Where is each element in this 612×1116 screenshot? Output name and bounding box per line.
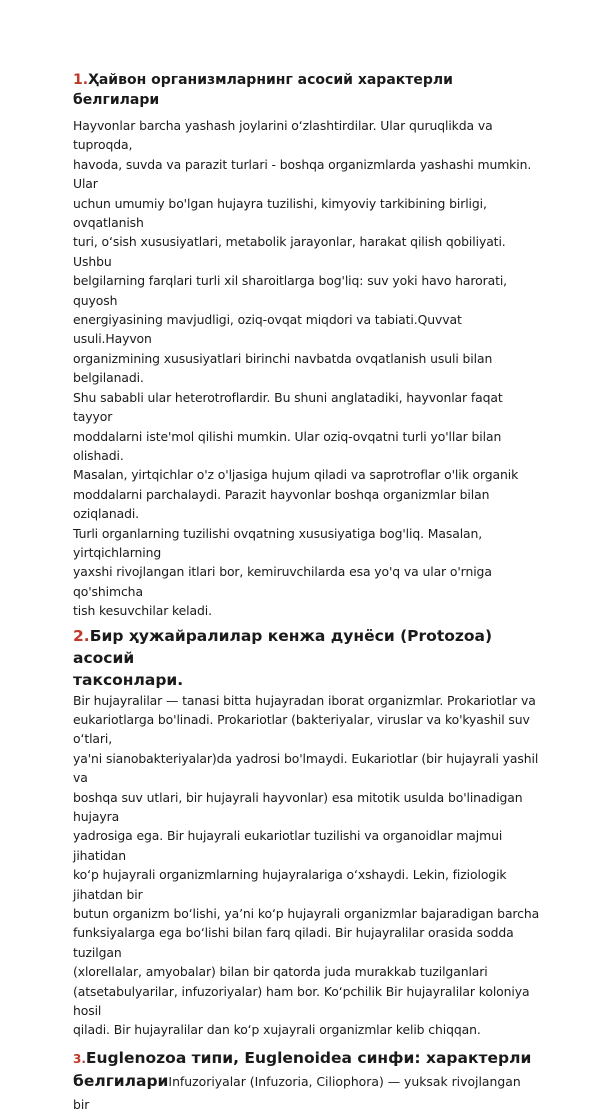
section-1-body bbox=[73, 116, 540, 621]
body-line: Turli organlarning tuzilishi ovqatning xususiyatiga bog'liq. Masalan, yirtqichlarning bbox=[73, 525, 483, 560]
section-1-heading bbox=[73, 70, 540, 110]
body-line: Masalan, yirtqichlar o'z o'ljasiga hujum qiladi va saprotroflar o'lik organik bbox=[73, 467, 519, 483]
body-line: Hayvonlar barcha yashash joylarini o‘zlashtirdilar. Ular quruqlikda va tuproqda, bbox=[73, 118, 493, 153]
section-3-heading bbox=[73, 1047, 540, 1116]
body-line: boshqa suv utlari, bir hujayrali hayvonlar) esa mitotik usulda bo'linadigan hujayra bbox=[73, 789, 523, 824]
section-3-title-line: Euglenozoa типи, Euglenoidea синфи: характерли bbox=[85, 1048, 532, 1067]
body-line: funksiyalarga ega boʻlishi bilan farq qiladi. Bir hujayralilar orasida sodda tuzilgan bbox=[73, 925, 514, 960]
section-3-inline-text: Infuzoriyalar (Infuzoria, Ciliophora) — yuksak rivojlangan bir bbox=[73, 1073, 521, 1112]
section-1-title: Ҳайвон организмларнинг асосий характерли белгилари bbox=[73, 72, 453, 108]
body-line: butun organizm boʻlishi, yaʼni koʻp hujayrali organizmlar bajaradigan barcha bbox=[73, 906, 540, 922]
body-line: ya'ni sianobakteriyalar)da yadrosi bo'lmaydi. Eukariotlar (bir hujayrali yashil va bbox=[73, 750, 539, 786]
section-2-heading bbox=[73, 625, 540, 691]
body-line: belgilarning farqlari turli xil sharoitlarga bog'liq: suv yoki havo harorati, quyosh bbox=[73, 273, 508, 308]
section-3-title-line: белгилари bbox=[73, 1071, 169, 1090]
body-line: tish kesuvchilar keladi. bbox=[73, 603, 212, 619]
body-line: qiladi. Bir hujayralilar dan koʻp xujayrali organizmlar kelib chiqqan. bbox=[73, 1022, 481, 1038]
section-1-number: 1. bbox=[73, 72, 89, 88]
body-line: energiyasining mavjudligi, oziq-ovqat miqdori va tabiati.Quvvat usuli.Hayvon bbox=[73, 312, 462, 347]
body-line: Shu sababli ular heterotroflardir. Bu shuni anglatadiki, hayvonlar faqat tayyor bbox=[73, 389, 503, 425]
section-2-body bbox=[73, 691, 540, 1040]
body-line: yadrosiga ega. Bir hujayrali eukariotlar tuzilishi va organoidlar majmui jihatidan bbox=[73, 828, 503, 863]
body-line: turi, o‘sish xususiyatlari, metabolik jarayonlar, harakat qilish qobiliyati. Ushbu bbox=[73, 234, 506, 269]
body-line: (atsetabulyarilar, infuzoriyalar) ham bor. Koʻpchilik Bir hujayralilar koloniya hosil bbox=[73, 983, 530, 1019]
section-2-title-line: Бир ҳужайралилар кенжа дунёси (Protozoa) асосий bbox=[73, 626, 493, 667]
body-line: (xlorellalar, amyobalar) bilan bir qatorda juda murakkab tuzilganlari bbox=[73, 964, 488, 980]
section-3-number: 3. bbox=[73, 1051, 86, 1066]
body-line: moddalarni parchalaydi. Parazit hayvonlar boshqa organizmlar bilan oziqlanadi. bbox=[73, 486, 490, 522]
section-2-title-line: таксонлари. bbox=[73, 670, 184, 689]
body-line: moddalarni iste'mol qilishi mumkin. Ular oziq-ovqatni turli yo'llar bilan olishadi. bbox=[73, 428, 502, 463]
body-line: havoda, suvda va parazit turlari - boshqa organizmlarda yashashi mumkin. Ular bbox=[73, 156, 532, 192]
body-line: koʻp hujayrali organizmlarning hujayralariga oʻxshaydi. Lekin, fiziologik jihatdan bir bbox=[73, 867, 507, 902]
body-line: Bir hujayralilar — tanasi bitta hujayradan iborat organizmlar. Prokariotlar va bbox=[73, 692, 536, 708]
body-line: uchun umumiy bo'lgan hujayra tuzilishi, kimyoviy tarkibining birligi, ovqatlanish bbox=[73, 195, 487, 231]
body-line: yaxshi rivojlangan itlari bor, kemiruvchilarda esa yo'q va ular o'rniga qo'shimcha bbox=[73, 564, 492, 599]
section-2-number: 2. bbox=[73, 626, 90, 645]
body-line: eukariotlarga bo'linadi. Prokariotlar (bakteriyalar, viruslar va ko'kyashil suv o‘tlari, bbox=[73, 711, 530, 747]
body-line: organizmining xususiyatlari birinchi navbatda ovqatlanish usuli bilan belgilanadi. bbox=[73, 350, 493, 386]
